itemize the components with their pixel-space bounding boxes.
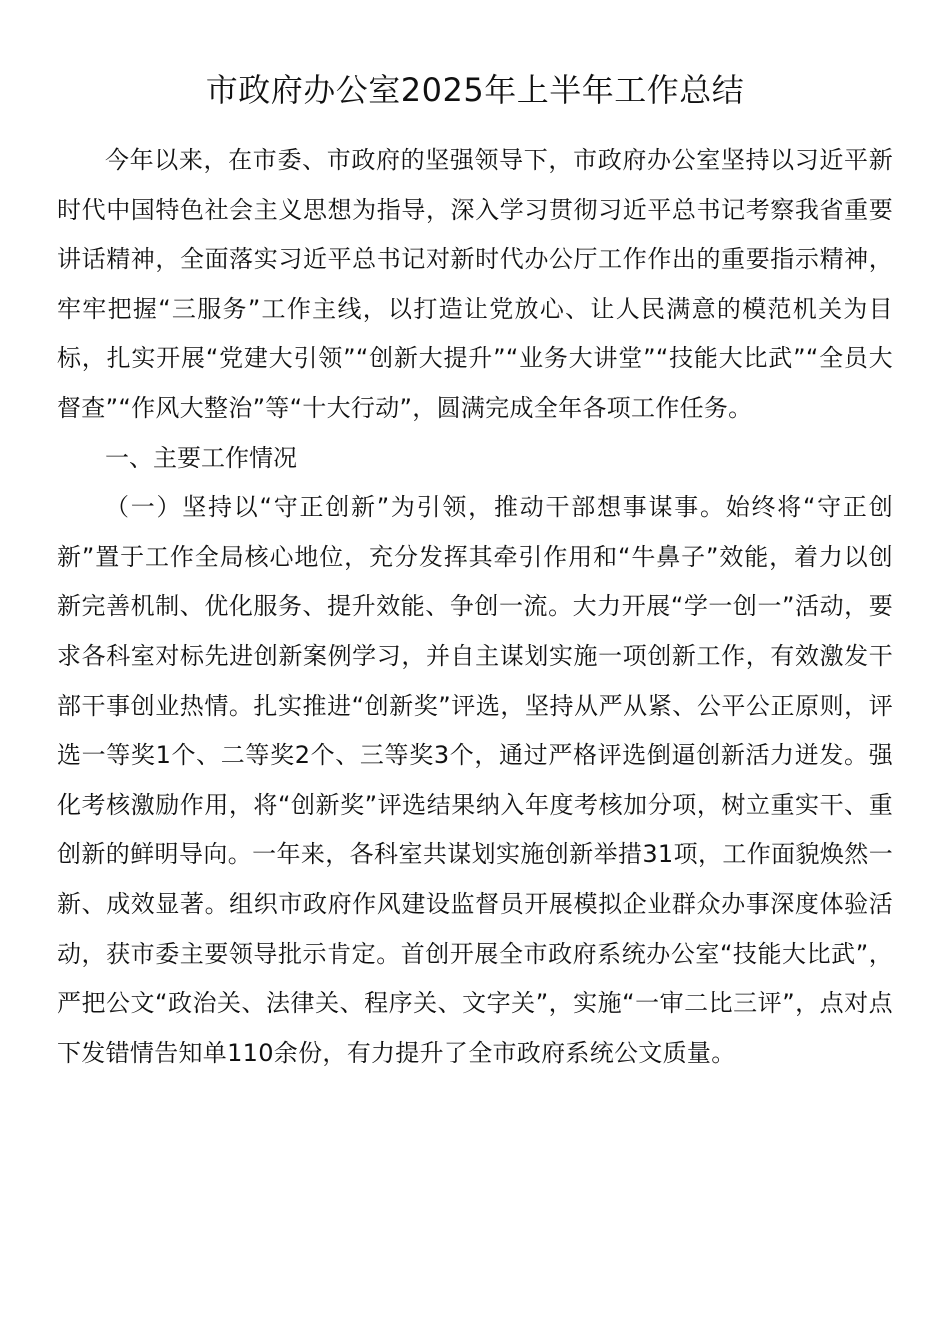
section-1-1-paragraph: （一）坚持以“守正创新”为引领，推动干部想事谋事。始终将“守正创新”置于工作全局核心地位，充分发挥其牵引作用和“牛鼻子”效能，着力以创新完善机制、优化服务、提升效能、争创一流。大力开展“学一创一”活动，要求各科室对标先进创新案例学习，并自主谋划实施一项创新工作，有效激发干部干事创业热情。扎实推进“创新奖”评选，坚持从严从紧、公平公正原则，评选一等奖1个、二等奖2个、三等奖3个，通过严格评选倒逼创新活力迸发。强化考核激励作用，将“创新奖”评选结果纳入年度考核加分项，树立重实干、重创新的鲜明导向。一年来，各科室共谋划实施创新举措31项，工作面貌焕然一新、成效显著。组织市政府作风建设监督员开展模拟企业群众办事深度体验活动，获市委主要领导批示肯定。首创开展全市政府系统办公室“技能大比武”，严把公文“政治关、法律关、程序关、文字关”，实施“一审二比三评”，点对点下发错情告知单110余份，有力提升了全市政府系统公文质量。 [57,493,893,1067]
section-heading: 一、主要工作情况 [105,443,297,472]
document-title: 市政府办公室2025年上半年工作总结 [205,71,745,109]
intro-paragraph: 今年以来，在市委、市政府的坚强领导下，市政府办公室坚持以习近平新时代中国特色社会主义思想为指导，深入学习贯彻习近平总书记考察我省重要讲话精神，全面落实习近平总书记对新时代办公厅工作作出的重要指示精神，牢牢把握“三服务”工作主线，以打造让党放心、让人民满意的模范机关为目标，扎实开展“党建大引领”“创新大提升”“业务大讲堂”“技能大比武”“全员大督查”“作风大整治”等“十大行动”，圆满完成全年各项工作任务。 [57,146,893,422]
document-body [57,136,893,1078]
